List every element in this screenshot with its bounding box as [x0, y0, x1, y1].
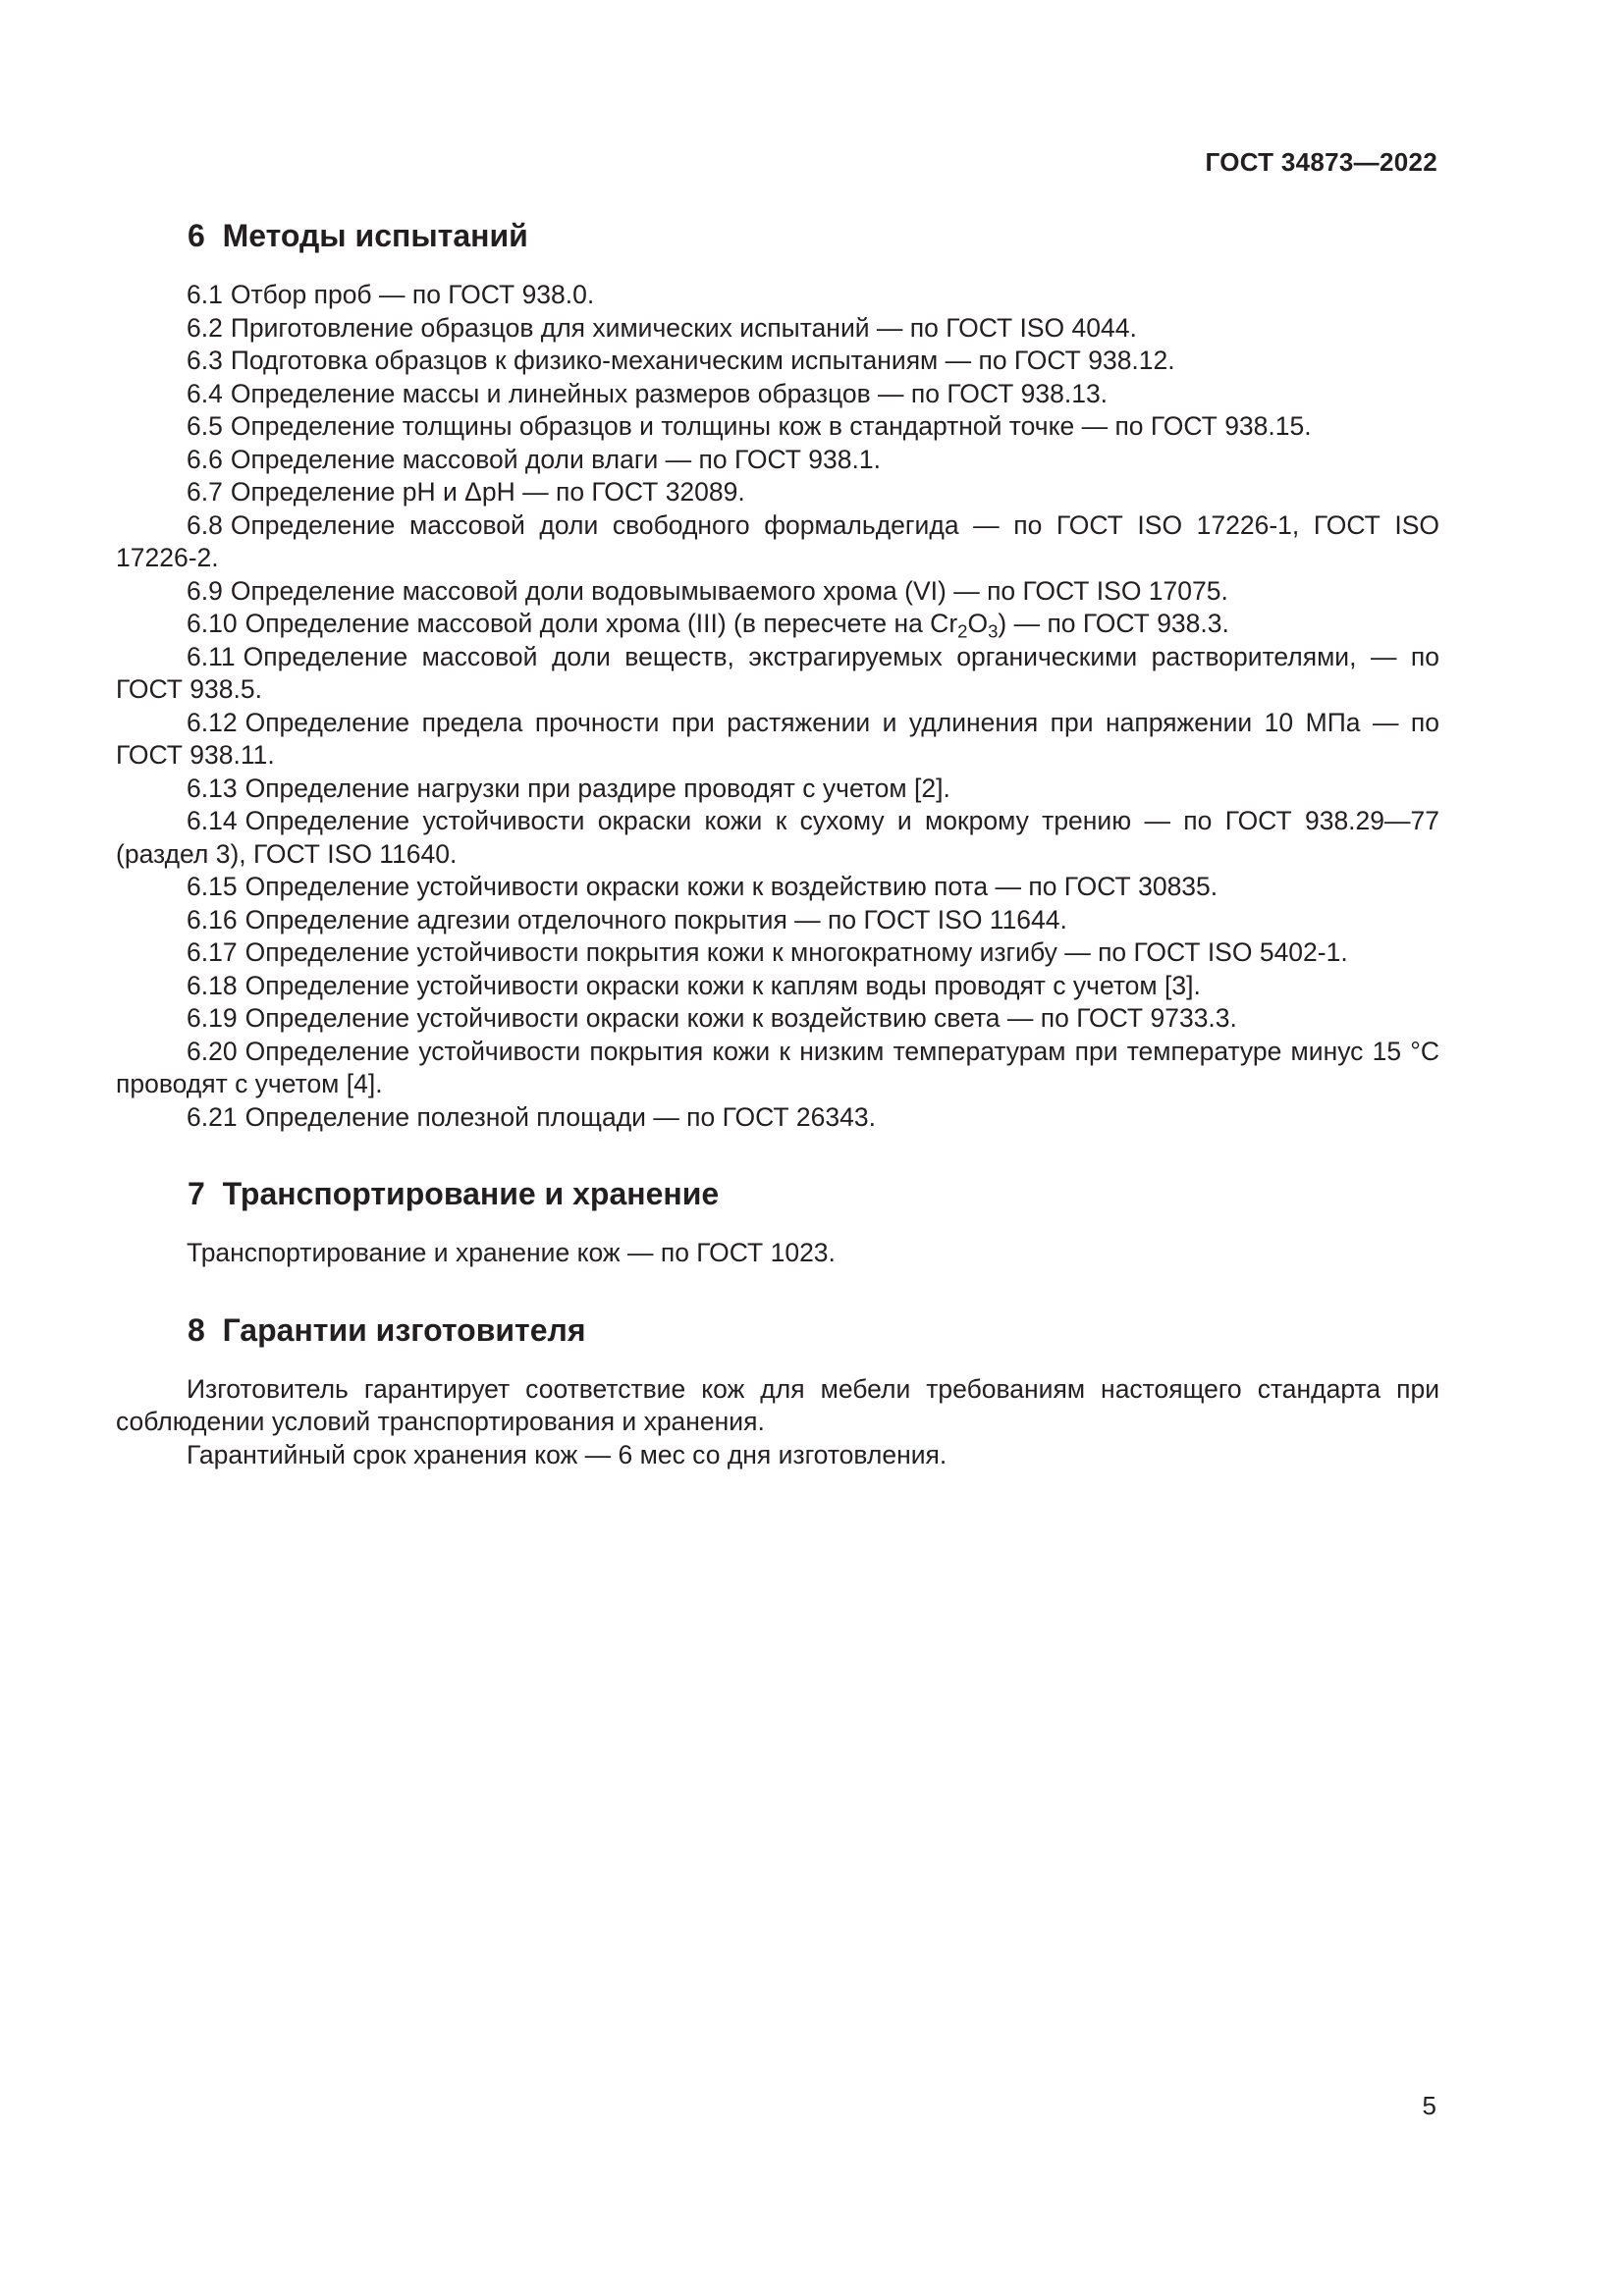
clause-number: 6.2 — [187, 312, 223, 343]
clause — [116, 707, 1439, 773]
clause — [116, 805, 1439, 871]
section-heading — [116, 216, 1439, 255]
section-number: 6 — [188, 218, 205, 253]
clause-number: 6.7 — [187, 477, 223, 507]
clause-number: 6.17 — [187, 937, 238, 967]
clause-number: 6.21 — [187, 1101, 238, 1132]
section-7 — [116, 1174, 1439, 1270]
paragraph: Транспортирование и хранение кож — по ГОСТ 1023. — [187, 1238, 836, 1267]
clause-number: 6.11 — [187, 641, 236, 671]
clause-text: Определение устойчивости покрытия кожи к низким температурам при температуре минус 15 °С проводят с учетом [4]. — [116, 1036, 1439, 1098]
clause — [116, 476, 1439, 509]
clause-number: 6.5 — [187, 411, 223, 441]
clause-number: 6.16 — [187, 904, 238, 934]
clause-number: 6.6 — [187, 444, 223, 474]
section-heading — [116, 1310, 1439, 1350]
section-title: Гарантии изготовителя — [222, 1311, 586, 1348]
clause-text: Определение устойчивости окраски кожи к воздействию пота — по ГОСТ 30835. — [244, 872, 1218, 901]
page-number: 5 — [1422, 2091, 1436, 2120]
clause — [116, 444, 1439, 477]
document-body — [116, 216, 1439, 1512]
section-title: Транспортирование и хранение — [222, 1176, 720, 1211]
clause-number: 6.8 — [187, 509, 223, 540]
clause — [116, 1036, 1439, 1101]
clause-text: Определение адгезии отделочного покрытия — по ГОСТ ISO 11644. — [244, 904, 1067, 934]
clause-number: 6.9 — [187, 575, 223, 606]
section-6 — [116, 216, 1439, 1134]
clause-text: Определение устойчивости окраски кожи к каплям воды проводят с учетом [3]. — [244, 970, 1201, 1000]
clause-text: Определение массы и линейных размеров образцов — по ГОСТ 938.13. — [230, 378, 1109, 408]
clause-number: 6.13 — [187, 773, 238, 803]
clause-number: 6.12 — [187, 707, 238, 737]
clause-number: 6.4 — [187, 378, 223, 408]
clause — [116, 904, 1439, 937]
clause-number: 6.1 — [187, 280, 223, 309]
clause-number: 6.18 — [187, 970, 238, 1000]
clause-text: Определение массовой доли водовымываемого хрома (VI) — по ГОСТ ISO 17075. — [230, 575, 1228, 606]
clause-number: 6.20 — [187, 1036, 238, 1066]
clause — [116, 345, 1439, 378]
clause-number: 6.14 — [187, 806, 238, 835]
clause-number: 6.19 — [187, 1003, 238, 1033]
clause — [116, 378, 1439, 411]
clause — [116, 1101, 1439, 1135]
clause-number: 6.10 — [187, 609, 238, 638]
clause — [116, 773, 1439, 806]
section-heading — [116, 1174, 1439, 1213]
clause — [116, 641, 1439, 707]
clause — [116, 279, 1439, 312]
clause — [116, 936, 1439, 970]
clause-text: Определение pH и ΔpH — по ГОСТ 32089. — [230, 477, 745, 507]
clause — [116, 509, 1439, 575]
clause-text: Определение массовой доли хрома (III) (в пересчете на $Cr_2O_3$) — по ГОСТ 938.3. — [244, 609, 1229, 642]
clause-text: Определение толщины образцов и толщины кож в стандартной точке — по ГОСТ 938.15. — [230, 411, 1312, 441]
section-number: 8 — [188, 1311, 205, 1348]
clause-text: Определение устойчивости окраски кожи к воздействию света — по ГОСТ 9733.3. — [244, 1003, 1237, 1033]
clause — [116, 575, 1439, 609]
clause-text: Определение предела прочности при растяжении и удлинения при напряжении 10 МПа — по ГОСТ 938.11. — [116, 707, 1439, 770]
section-title: Методы испытаний — [222, 218, 528, 253]
section-8 — [116, 1310, 1439, 1472]
clause-text: Определение массовой доли влаги — по ГОСТ 938.1. — [230, 444, 881, 474]
clause-text: Определение полезной площади — по ГОСТ 26343. — [244, 1101, 876, 1132]
clause-text: Определение устойчивости покрытия кожи к многократному изгибу — по ГОСТ ISO 5402-1. — [244, 937, 1348, 967]
clause-text: Определение массовой доли свободного формальдегида — по ГОСТ ISO 17226-1, ГОСТ ISO 17226-2. — [116, 509, 1439, 572]
clause — [116, 970, 1439, 1003]
clause — [116, 608, 1439, 641]
paragraph: Гарантийный срок хранения кож — 6 мес со дня изготовления. — [187, 1439, 947, 1469]
clause-text: Определение массовой доли веществ, экстрагируемых органическими растворителями, — по ГОСТ 938.5. — [116, 641, 1439, 704]
clause-list — [116, 279, 1439, 1134]
clause-text: Приготовление образцов для химических испытаний — по ГОСТ ISO 4044. — [230, 312, 1137, 343]
clause-number: 6.3 — [187, 346, 223, 375]
clause — [116, 312, 1439, 346]
document-code: ГОСТ 34873—2022 — [1205, 147, 1437, 177]
clause — [116, 871, 1439, 904]
clause — [116, 1002, 1439, 1036]
clause-text: Определение устойчивости окраски кожи к сухому и мокрому трению — по ГОСТ 938.29—77 (раздел 3), ГОСТ ISO 11640. — [116, 806, 1439, 869]
clause-text: Определение нагрузки при раздире проводят с учетом [2]. — [244, 773, 950, 803]
clause-text: Отбор проб — по ГОСТ 938.0. — [230, 280, 595, 309]
section-number: 7 — [188, 1176, 205, 1211]
clause-number: 6.15 — [187, 872, 238, 901]
clause-text: Подготовка образцов к физико-механическим испытаниям — по ГОСТ 938.12. — [230, 346, 1175, 375]
clause — [116, 410, 1439, 444]
paragraph: Изготовитель гарантирует соответствие кож для мебели требованиям настоящего стандарта при соблюдении условий транспортирования и хранения. — [116, 1373, 1439, 1436]
